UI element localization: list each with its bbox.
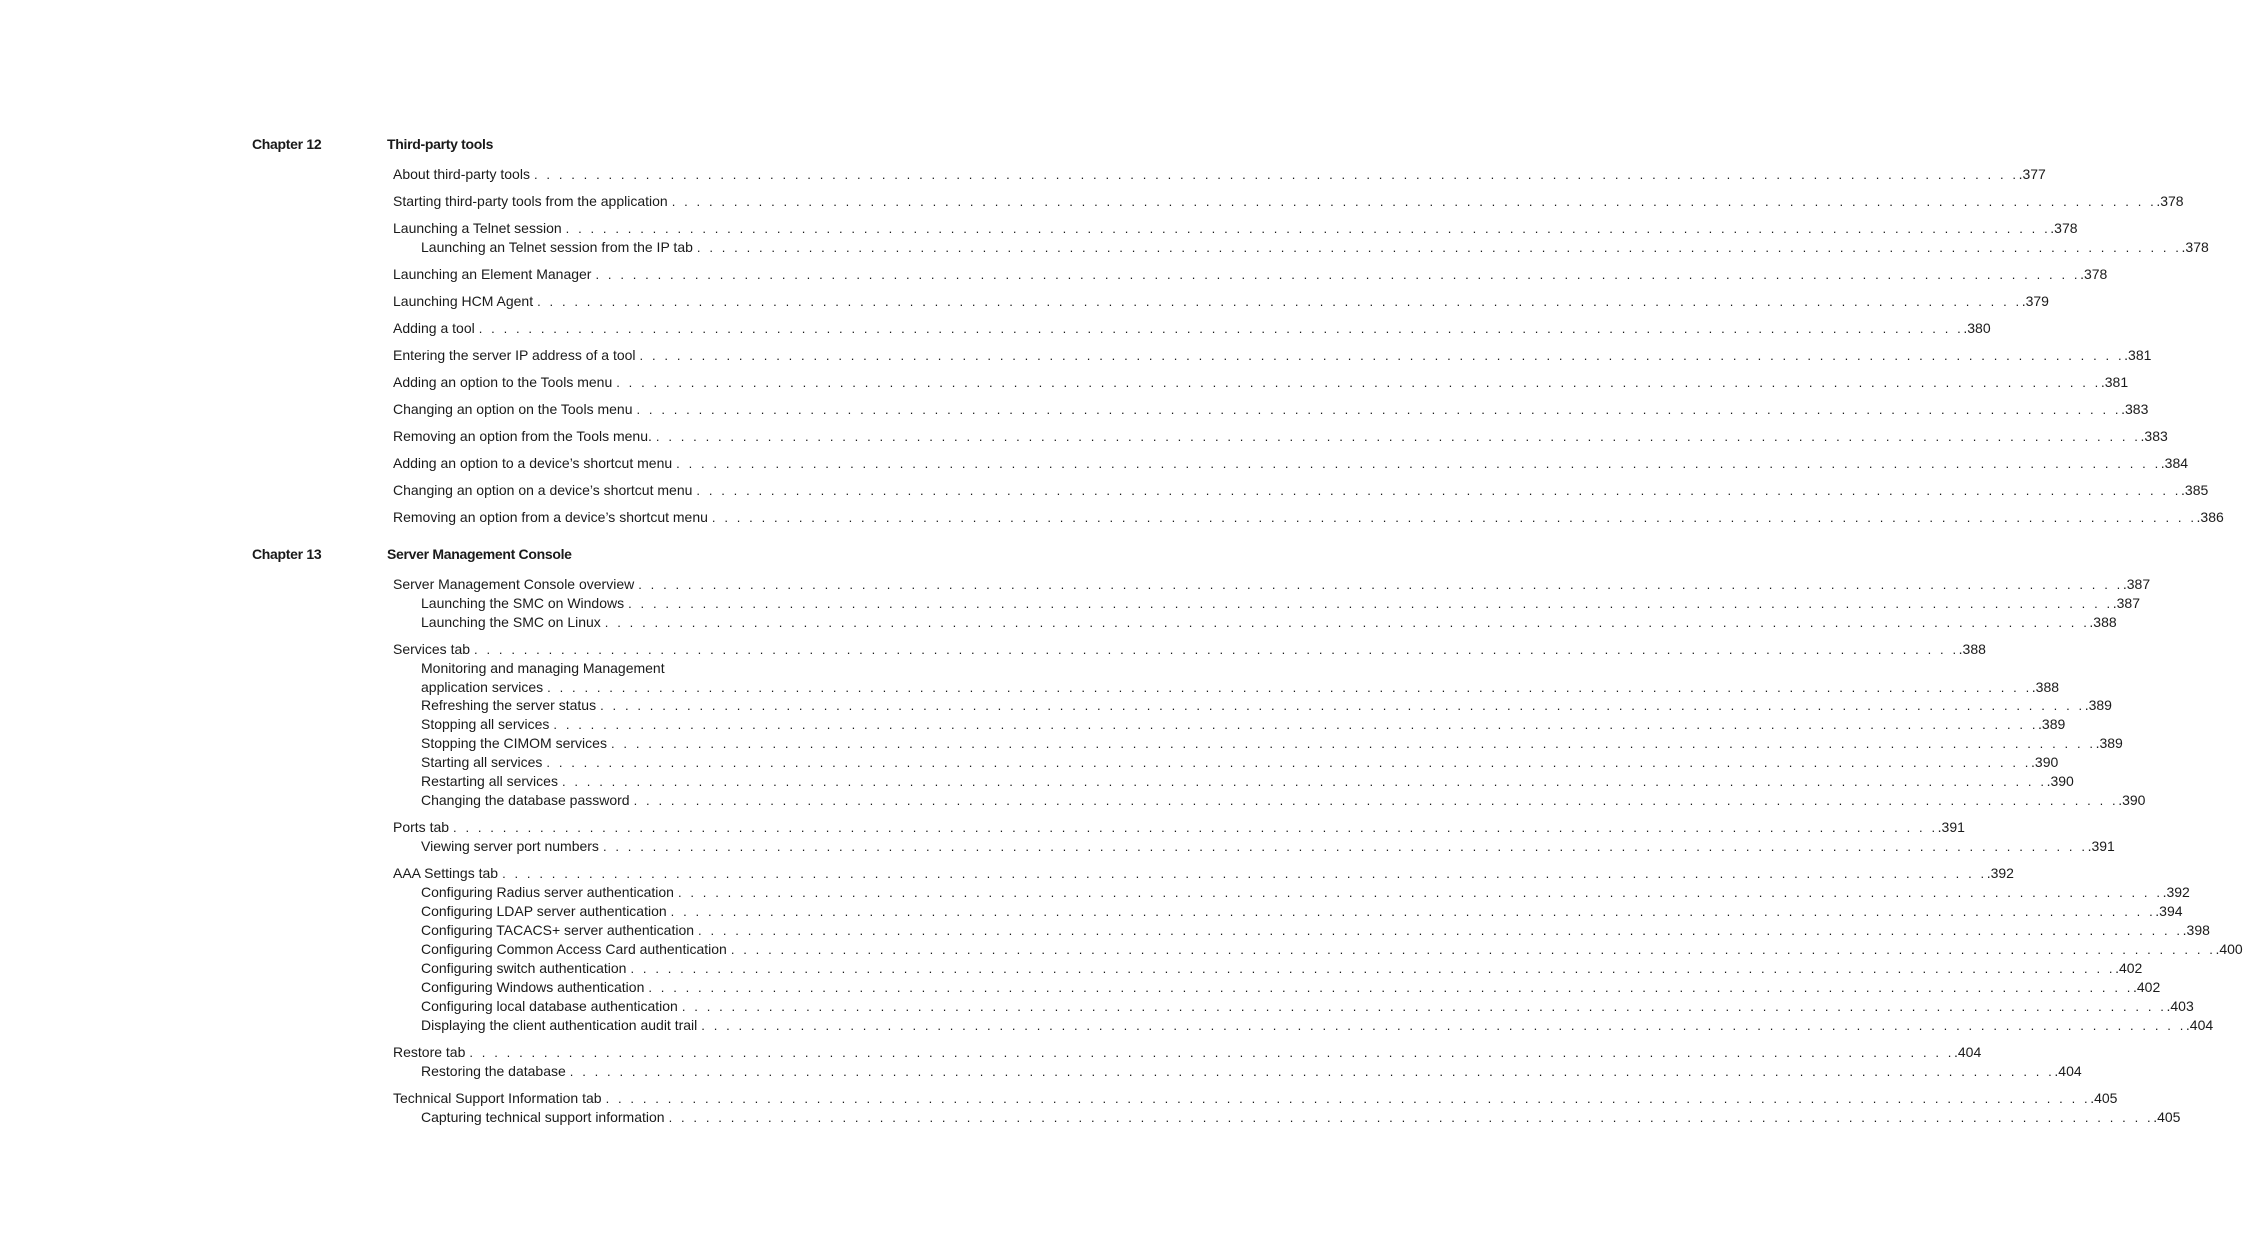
toc-entry[interactable] xyxy=(421,921,2210,940)
dot-leader: . . . . . . . . . . . . . . . . . . . . . . . . . . . . . . . . . . . . . . . . . . . . . . . . . . . . . . . . . . . . . . . . . . . . . . . . . . . . . . . . . . . . . . . . . . . . . . . . . . . . . . . . . . . . . . . . . . . . . . . . xyxy=(701,1018,2186,1033)
dot-leader: . . . . . . . . . . . . . . . . . . . . . . . . . . . . . . . . . . . . . . . . . . . . . . . . . . . . . . . . . . . . . . . . . . . . . . . . . . . . . . . . . . . . . . . . . . . . . . . . . . . . . . . . . . . . . . . . . . . . . . . . xyxy=(638,577,2123,592)
toc-page-number: .378 xyxy=(2181,239,2209,255)
toc-entry-row xyxy=(393,192,2184,211)
dot-leader: . . . . . . . . . . . . . . . . . . . . . . . . . . . . . . . . . . . . . . . . . . . . . . . . . . . . . . . . . . . . . . . . . . . . . . . . . . . . . . . . . . . . . . . . . . . . . . . . . . . . . . . . . . . . . . . . . . . . . . . . xyxy=(681,999,2167,1014)
toc-page-number: .385 xyxy=(2181,482,2209,498)
toc-entry[interactable] xyxy=(421,997,2194,1016)
dot-leader: . . . . . . . . . . . . . . . . . . . . . . . . . . . . . . . . . . . . . . . . . . . . . . . . . . . . . . . . . . . . . . . . . . . . . . . . . . . . . . . . . . . . . . . . . . . . . . . . . . . . . . . . . . . . . . . . . . . . . . . . xyxy=(605,1091,2091,1106)
toc-entry[interactable] xyxy=(393,292,2049,311)
toc-entry[interactable] xyxy=(393,219,2078,238)
toc-entry[interactable] xyxy=(393,192,2184,211)
toc-entry[interactable] xyxy=(393,427,2168,446)
toc-entry-text: AAA Settings tab xyxy=(393,864,502,883)
toc-page-number: .389 xyxy=(2084,697,2112,713)
dot-leader: . . . . . . . . . . . . . . . . . . . . . . . . . . . . . . . . . . . . . . . . . . . . . . . . . . . . . . . . . . . . . . . . . . . . . . . . . . . . . . . . . . . . . . . . . . . . . . . . . . . . . . . . . . . . . . . . . . . . . . . . xyxy=(696,240,2182,255)
dot-leader: . . . . . . . . . . . . . . . . . . . . . . . . . . . . . . . . . . . . . . . . . . . . . . . . . . . . . . . . . . . . . . . . . . . . . . . . . . . . . . . . . . . . . . . . . . . . . . . . . . . . . . . . . . . . . . . . . . . . . . . . xyxy=(546,755,2032,770)
toc-page-number: .383 xyxy=(2121,401,2149,417)
toc-entry-text: Ports tab xyxy=(393,818,453,837)
toc-page-number: .381 xyxy=(2124,347,2152,363)
toc-entry-text: Configuring LDAP server authentication xyxy=(421,902,671,921)
dot-leader: . . . . . . . . . . . . . . . . . . . . . . . . . . . . . . . . . . . . . . . . . . . . . . . . . . . . . . . . . . . . . . . . . . . . . . . . . . . . . . . . . . . . . . . . . . . . . . . . . . . . . . . . . . . . . . . . . . . . . . . . xyxy=(711,510,2197,525)
toc-entry-text: Starting third-party tools from the application xyxy=(393,192,672,211)
toc-page-number: .377 xyxy=(2018,166,2046,182)
dot-leader: . . . . . . . . . . . . . . . . . . . . . . . . . . . . . . . . . . . . . . . . . . . . . . . . . . . . . . . . . . . . . . . . . . . . . . . . . . . . . . . . . . . . . . . . . . . . . . . . . . . . . . . . . . . . . . . . . . . . . . . . xyxy=(537,294,2022,309)
toc-entry[interactable] xyxy=(393,346,2152,365)
toc-entry[interactable] xyxy=(421,959,2143,978)
toc-entry[interactable] xyxy=(421,940,2243,959)
toc-entry-text: Launching an Telnet session from the IP tab xyxy=(421,238,697,257)
toc-entry-row xyxy=(421,696,2112,715)
toc-entry[interactable] xyxy=(393,373,2129,392)
toc-page-number: .387 xyxy=(2112,595,2140,611)
dot-leader: . . . . . . . . . . . . . . . . . . . . . . . . . . . . . . . . . . . . . . . . . . . . . . . . . . . . . . . . . . . . . . . . . . . . . . . . . . . . . . . . . . . . . . . . . . . . . . . . . . . . . . . . . . . . . . . . . . . . . . . . xyxy=(453,820,1938,835)
dot-leader: . . . . . . . . . . . . . . . . . . . . . . . . . . . . . . . . . . . . . . . . . . . . . . . . . . . . . . . . . . . . . . . . . . . . . . . . . . . . . . . . . . . . . . . . . . . . . . . . . . . . . . . . . . . . . . . . . . . . . . . . xyxy=(628,596,2113,611)
dot-leader: . . . . . . . . . . . . . . . . . . . . . . . . . . . . . . . . . . . . . . . . . . . . . . . . . . . . . . . . . . . . . . . . . . . . . . . . . . . . . . . . . . . . . . . . . . . . . . . . . . . . . . . . . . . . . . . . . . . . . . . . xyxy=(730,942,2216,957)
dot-leader: . . . . . . . . . . . . . . . . . . . . . . . . . . . . . . . . . . . . . . . . . . . . . . . . . . . . . . . . . . . . . . . . . . . . . . . . . . . . . . . . . . . . . . . . . . . . . . . . . . . . . . . . . . . . . . . . . . . . . . . . xyxy=(671,194,2157,209)
toc-entry-text: Starting all services xyxy=(421,753,546,772)
toc-entry[interactable] xyxy=(393,864,2014,883)
toc-page-number: .391 xyxy=(2087,838,2115,854)
toc-page-number: .378 xyxy=(2156,193,2184,209)
dot-leader: . . . . . . . . . . . . . . . . . . . . . . . . . . . . . . . . . . . . . . . . . . . . . . . . . . . . . . . . . . . . . . . . . . . . . . . . . . . . . . . . . . . . . . . . . . . . . . . . . . . . . . . . . . . . . . . . . . . . . . . . xyxy=(561,774,2047,789)
toc-entry-text: Changing the database password xyxy=(421,791,634,810)
toc-entry[interactable] xyxy=(393,1089,2118,1108)
dot-leader: . . . . . . . . . . . . . . . . . . . . . . . . . . . . . . . . . . . . . . . . . . . . . . . . . . . . . . . . . . . . . . . . . . . . . . . . . . . . . . . . . . . . . . . . . . . . . . . . . . . . . . . . . . . . . . . . . . . . . . . . xyxy=(604,615,2090,630)
toc-page-number: .389 xyxy=(2038,716,2066,732)
toc-entry-text: Configuring TACACS+ server authentication xyxy=(421,921,698,940)
toc-entry-row xyxy=(421,594,2140,613)
toc-entry-row xyxy=(421,678,2060,697)
dot-leader: . . . . . . . . . . . . . . . . . . . . . . . . . . . . . . . . . . . . . . . . . . . . . . . . . . . . . . . . . . . . . . . . . . . . . . . . . . . . . . . . . . . . . . . . . . . . . . . . . . . . . . . . . . . . . . . . . . . . . . . . xyxy=(595,267,2081,282)
dot-leader: . . . . . . . . . . . . . . . . . . . . . . . . . . . . . . . . . . . . . . . . . . . . . . . . . . . . . . . . . . . . . . . . . . . . . . . . . . . . . . . . . . . . . . . . . . . . . . . . . . . . . . . . . . . . . . . . . . . . . . . . xyxy=(639,348,2125,363)
toc-page-number: .383 xyxy=(2140,428,2168,444)
toc-entry[interactable] xyxy=(393,481,2209,500)
toc-entry[interactable] xyxy=(421,791,2146,810)
toc-entry-text: About third-party tools xyxy=(393,165,534,184)
dot-leader: . . . . . . . . . . . . . . . . . . . . . . . . . . . . . . . . . . . . . . . . . . . . . . . . . . . . . . . . . . . . . . . . . . . . . . . . . . . . . . . . . . . . . . . . . . . . . . . . . . . . . . . . . . . . . . . . . . . . . . . . xyxy=(670,904,2156,919)
chapter-12-entries xyxy=(393,165,2224,527)
dot-leader: . . . . . . . . . . . . . . . . . . . . . . . . . . . . . . . . . . . . . . . . . . . . . . . . . . . . . . . . . . . . . . . . . . . . . . . . . . . . . . . . . . . . . . . . . . . . . . . . . . . . . . . . . . . . . . . . . . . . . . . . xyxy=(469,1045,1954,1060)
toc-entry-row xyxy=(421,613,2117,632)
toc-entry-text: Adding an option to a device’s shortcut menu xyxy=(393,454,676,473)
dot-leader: . . . . . . . . . . . . . . . . . . . . . . . . . . . . . . . . . . . . . . . . . . . . . . . . . . . . . . . . . . . . . . . . . . . . . . . . . . . . . . . . . . . . . . . . . . . . . . . . . . . . . . . . . . . . . . . . . . . . . . . . xyxy=(696,483,2182,498)
toc-entry-text: application services xyxy=(421,678,547,697)
toc-page-number: .402 xyxy=(2132,979,2161,995)
toc-entry-row xyxy=(393,373,2129,392)
toc-entry[interactable] xyxy=(393,454,2189,473)
toc-entry-text: Launching an Element Manager xyxy=(393,265,595,284)
toc-entry-row xyxy=(421,715,2066,734)
toc-entry-row xyxy=(421,238,2209,257)
dot-leader: . . . . . . . . . . . . . . . . . . . . . . . . . . . . . . . . . . . . . . . . . . . . . . . . . . . . . . . . . . . . . . . . . . . . . . . . . . . . . . . . . . . . . . . . . . . . . . . . . . . . . . . . . . . . . . . . . . . . . . . . xyxy=(648,980,2133,995)
toc-entry-text: Configuring local database authentication xyxy=(421,997,682,1016)
toc-entry-row xyxy=(421,902,2183,921)
dot-leader: . . . . . . . . . . . . . . . . . . . . . . . . . . . . . . . . . . . . . . . . . . . . . . . . . . . . . . . . . . . . . . . . . . . . . . . . . . . . . . . . . . . . . . . . . . . . . . . . . . . . . . . . . . . . . . . . . . . . . . . . xyxy=(668,1110,2154,1125)
toc-entry[interactable] xyxy=(421,1108,2181,1127)
toc-entry[interactable] xyxy=(421,837,2115,856)
toc-page-number: .398 xyxy=(2182,922,2210,938)
toc-entry-text: Changing an option on a device’s shortcut menu xyxy=(393,481,696,500)
toc-entry-row xyxy=(421,997,2194,1016)
toc-page-number: .392 xyxy=(2162,884,2190,900)
toc-entry-row xyxy=(393,1043,1982,1062)
toc-entry-text: Restarting all services xyxy=(421,772,562,791)
toc-entry-text: Adding a tool xyxy=(393,319,479,338)
dot-leader: . . . . . . . . . . . . . . . . . . . . . . . . . . . . . . . . . . . . . . . . . . . . . . . . . . . . . . . . . . . . . . . . . . . . . . . . . . . . . . . . . . . . . . . . . . . . . . . . . . . . . . . . . . . . . . . . . . . . . . . . xyxy=(616,375,2101,390)
dot-leader: . . . . . . . . . . . . . . . . . . . . . . . . . . . . . . . . . . . . . . . . . . . . . . . . . . . . . . . . . . . . . . . . . . . . . . . . . . . . . . . . . . . . . . . . . . . . . . . . . . . . . . . . . . . . . . . . . . . . . . . . xyxy=(553,717,2039,732)
toc-entry-text: Launching HCM Agent xyxy=(393,292,537,311)
toc-entry-row xyxy=(393,219,2078,238)
toc-entry-text: Configuring switch authentication xyxy=(421,959,630,978)
toc-page-number: .381 xyxy=(2100,374,2129,390)
toc-entry-row xyxy=(393,265,2108,284)
toc-entry-row xyxy=(421,959,2143,978)
toc-page-number: .402 xyxy=(2115,960,2143,976)
toc-entry[interactable] xyxy=(421,883,2190,902)
dot-leader: . . . . . . . . . . . . . . . . . . . . . . . . . . . . . . . . . . . . . . . . . . . . . . . . . . . . . . . . . . . . . . . . . . . . . . . . . . . . . . . . . . . . . . . . . . . . . . . . . . . . . . . . . . . . . . . . . . . . . . . . xyxy=(676,456,2161,471)
toc-entry-text: Stopping the CIMOM services xyxy=(421,734,611,753)
dot-leader: . . . . . . . . . . . . . . . . . . . . . . . . . . . . . . . . . . . . . . . . . . . . . . . . . . . . . . . . . . . . . . . . . . . . . . . . . . . . . . . . . . . . . . . . . . . . . . . . . . . . . . . . . . . . . . . . . . . . . . . . xyxy=(630,961,2116,976)
toc-entry-text: Configuring Windows authentication xyxy=(421,978,648,997)
toc-page-number: .388 xyxy=(2089,614,2117,630)
toc-entry-text: Launching the SMC on Windows xyxy=(421,594,628,613)
toc-entry[interactable] xyxy=(421,734,2123,753)
toc-entry-text: Entering the server IP address of a tool xyxy=(393,346,640,365)
toc-entry-row xyxy=(421,791,2146,810)
toc-page-number: .390 xyxy=(2046,773,2074,789)
toc-entry-text: Displaying the client authentication audit trail xyxy=(421,1016,701,1035)
toc-entry[interactable] xyxy=(421,594,2140,613)
toc-entry-row xyxy=(393,319,1991,338)
toc-entry-row xyxy=(421,940,2243,959)
toc-entry-row xyxy=(393,575,2151,594)
toc-entry[interactable] xyxy=(393,265,2108,284)
toc-entry[interactable] xyxy=(421,772,2074,791)
dot-leader: . . . . . . . . . . . . . . . . . . . . . . . . . . . . . . . . . . . . . . . . . . . . . . . . . . . . . . . . . . . . . . . . . . . . . . . . . . . . . . . . . . . . . . . . . . . . . . . . . . . . . . . . . . . . . . . . . . . . . . . . xyxy=(565,221,2051,236)
toc-entry-row xyxy=(393,454,2189,473)
toc-entry[interactable] xyxy=(421,978,2161,997)
dot-leader: . . . . . . . . . . . . . . . . . . . . . . . . . . . . . . . . . . . . . . . . . . . . . . . . . . . . . . . . . . . . . . . . . . . . . . . . . . . . . . . . . . . . . . . . . . . . . . . . . . . . . . . . . . . . . . . . . . . . . . . . xyxy=(533,167,2019,182)
dot-leader: . . . . . . . . . . . . . . . . . . . . . . . . . . . . . . . . . . . . . . . . . . . . . . . . . . . . . . . . . . . . . . . . . . . . . . . . . . . . . . . . . . . . . . . . . . . . . . . . . . . . . . . . . . . . . . . . . . . . . . . . xyxy=(600,698,2085,713)
toc-entry-row xyxy=(421,1016,2214,1035)
dot-leader: . . . . . . . . . . . . . . . . . . . . . . . . . . . . . . . . . . . . . . . . . . . . . . . . . . . . . . . . . . . . . . . . . . . . . . . . . . . . . . . . . . . . . . . . . . . . . . . . . . . . . . . . . . . . . . . . . . . . . . . . xyxy=(547,680,2032,695)
toc-entry-row xyxy=(421,1108,2181,1127)
toc-page-number: .403 xyxy=(2166,998,2194,1014)
toc-entry[interactable] xyxy=(421,613,2117,632)
toc-entry-text: Launching a Telnet session xyxy=(393,219,566,238)
toc-page-number: .390 xyxy=(2118,792,2146,808)
toc-entry-text: Configuring Common Access Card authentication xyxy=(421,940,731,959)
toc-entry[interactable] xyxy=(393,818,1965,837)
toc-page-number: .400 xyxy=(2215,941,2243,957)
toc-entry-row xyxy=(393,400,2149,419)
toc-entry-text: Services tab xyxy=(393,640,474,659)
toc-entry[interactable] xyxy=(421,696,2112,715)
toc-entry-row xyxy=(393,818,1965,837)
toc-entry-row xyxy=(393,508,2224,527)
toc-entry-text: Configuring Radius server authentication xyxy=(421,883,678,902)
chapter-label: Chapter 13 xyxy=(252,546,322,562)
toc-entry-text: Removing an option from a device’s shortcut menu xyxy=(393,508,712,527)
toc-page-number: .392 xyxy=(1986,865,2014,881)
toc-entry[interactable] xyxy=(421,1016,2214,1035)
toc-entry-text: Adding an option to the Tools menu xyxy=(393,373,616,392)
toc-entry[interactable] xyxy=(421,753,2059,772)
toc-entry-text: Removing an option from the Tools menu. xyxy=(393,427,656,446)
toc-page-number: .388 xyxy=(2031,679,2060,695)
dot-leader: . . . . . . . . . . . . . . . . . . . . . . . . . . . . . . . . . . . . . . . . . . . . . . . . . . . . . . . . . . . . . . . . . . . . . . . . . . . . . . . . . . . . . . . . . . . . . . . . . . . . . . . . . . . . . . . . . . . . . . . . xyxy=(478,321,1964,336)
toc-entry-text: Restoring the database xyxy=(421,1062,570,1081)
dot-leader: . . . . . . . . . . . . . . . . . . . . . . . . . . . . . . . . . . . . . . . . . . . . . . . . . . . . . . . . . . . . . . . . . . . . . . . . . . . . . . . . . . . . . . . . . . . . . . . . . . . . . . . . . . . . . . . . . . . . . . . . xyxy=(610,736,2096,751)
toc-page-number: .404 xyxy=(1954,1044,1982,1060)
toc-entry-row xyxy=(421,883,2190,902)
toc-entry[interactable] xyxy=(421,659,2060,696)
dot-leader: . . . . . . . . . . . . . . . . . . . . . . . . . . . . . . . . . . . . . . . . . . . . . . . . . . . . . . . . . . . . . . . . . . . . . . . . . . . . . . . . . . . . . . . . . . . . . . . . . . . . . . . . . . . . . . . . . . . . . . . . xyxy=(636,402,2122,417)
toc-entry[interactable] xyxy=(393,1043,1982,1062)
toc-page-number: .390 xyxy=(2031,754,2059,770)
toc-entry[interactable] xyxy=(393,319,1991,338)
toc-page-number: .389 xyxy=(2095,735,2123,751)
toc-entry-row xyxy=(421,978,2161,997)
toc-entry[interactable] xyxy=(393,640,1986,659)
toc-entry[interactable] xyxy=(421,1062,2082,1081)
dot-leader: . . . . . . . . . . . . . . . . . . . . . . . . . . . . . . . . . . . . . . . . . . . . . . . . . . . . . . . . . . . . . . . . . . . . . . . . . . . . . . . . . . . . . . . . . . . . . . . . . . . . . . . . . . . . . . . . . . . . . . . . xyxy=(655,429,2141,444)
toc-entry[interactable] xyxy=(421,902,2183,921)
toc-entry[interactable] xyxy=(393,400,2149,419)
toc-entry[interactable] xyxy=(421,715,2066,734)
toc-entry-row xyxy=(393,481,2209,500)
toc-entry-text: Server Management Console overview xyxy=(393,575,638,594)
toc-page-number: .384 xyxy=(2160,455,2189,471)
dot-leader: . . . . . . . . . . . . . . . . . . . . . . . . . . . . . . . . . . . . . . . . . . . . . . . . . . . . . . . . . . . . . . . . . . . . . . . . . . . . . . . . . . . . . . . . . . . . . . . . . . . . . . . . . . . . . . . . . . . . . . . . xyxy=(502,866,1987,881)
toc-page-number: .405 xyxy=(2090,1090,2118,1106)
toc-entry-row xyxy=(393,427,2168,446)
chapter-title: Server Management Console xyxy=(387,546,572,562)
toc-page-number: .394 xyxy=(2155,903,2183,919)
toc-entry-text: Viewing server port numbers xyxy=(421,837,603,856)
toc-entry-text: Monitoring and managing Management xyxy=(421,660,665,676)
toc-page-number: .404 xyxy=(2054,1063,2082,1079)
toc-entry-text: Technical Support Information tab xyxy=(393,1089,606,1108)
chapter-label: Chapter 12 xyxy=(252,136,322,152)
toc-page-number: .380 xyxy=(1963,320,1991,336)
toc-entry-row xyxy=(421,921,2210,940)
toc-entry-row xyxy=(393,346,2152,365)
dot-leader: . . . . . . . . . . . . . . . . . . . . . . . . . . . . . . . . . . . . . . . . . . . . . . . . . . . . . . . . . . . . . . . . . . . . . . . . . . . . . . . . . . . . . . . . . . . . . . . . . . . . . . . . . . . . . . . . . . . . . . . . xyxy=(677,885,2163,900)
toc-page-number: .378 xyxy=(2050,220,2078,236)
toc-page-number: .404 xyxy=(2185,1017,2214,1033)
toc-entry-row xyxy=(393,165,2046,184)
dot-leader: . . . . . . . . . . . . . . . . . . . . . . . . . . . . . . . . . . . . . . . . . . . . . . . . . . . . . . . . . . . . . . . . . . . . . . . . . . . . . . . . . . . . . . . . . . . . . . . . . . . . . . . . . . . . . . . . . . . . . . . . xyxy=(633,793,2119,808)
toc-entry-row xyxy=(421,1062,2082,1081)
toc-entry-row xyxy=(421,753,2059,772)
toc-entry-row xyxy=(393,864,2014,883)
toc-entry-row xyxy=(421,772,2074,791)
dot-leader: . . . . . . . . . . . . . . . . . . . . . . . . . . . . . . . . . . . . . . . . . . . . . . . . . . . . . . . . . . . . . . . . . . . . . . . . . . . . . . . . . . . . . . . . . . . . . . . . . . . . . . . . . . . . . . . . . . . . . . . . xyxy=(602,839,2088,854)
toc-entry-text: Capturing technical support information xyxy=(421,1108,669,1127)
toc-entry-text: Changing an option on the Tools menu xyxy=(393,400,636,419)
toc-entry-row xyxy=(421,734,2123,753)
dot-leader: . . . . . . . . . . . . . . . . . . . . . . . . . . . . . . . . . . . . . . . . . . . . . . . . . . . . . . . . . . . . . . . . . . . . . . . . . . . . . . . . . . . . . . . . . . . . . . . . . . . . . . . . . . . . . . . . . . . . . . . . xyxy=(474,642,1959,657)
toc-page-number: .378 xyxy=(2080,266,2108,282)
toc-entry[interactable] xyxy=(393,508,2224,527)
toc-entry[interactable] xyxy=(393,575,2151,594)
toc-entry-text: Restore tab xyxy=(393,1043,469,1062)
dot-leader: . . . . . . . . . . . . . . . . . . . . . . . . . . . . . . . . . . . . . . . . . . . . . . . . . . . . . . . . . . . . . . . . . . . . . . . . . . . . . . . . . . . . . . . . . . . . . . . . . . . . . . . . . . . . . . . . . . . . . . . . xyxy=(698,923,2183,938)
chapter-title: Third-party tools xyxy=(387,136,494,152)
toc-entry-row xyxy=(393,640,1986,659)
dot-leader: . . . . . . . . . . . . . . . . . . . . . . . . . . . . . . . . . . . . . . . . . . . . . . . . . . . . . . . . . . . . . . . . . . . . . . . . . . . . . . . . . . . . . . . . . . . . . . . . . . . . . . . . . . . . . . . . . . . . . . . . xyxy=(569,1064,2055,1079)
toc-entry-row xyxy=(393,292,2049,311)
toc-entry-text: Launching the SMC on Linux xyxy=(421,613,605,632)
toc-page-number: .379 xyxy=(2021,293,2049,309)
toc-entry-row xyxy=(421,837,2115,856)
toc-entry-text: Stopping all services xyxy=(421,715,553,734)
toc-page-number: .388 xyxy=(1958,641,1986,657)
toc-entry-text: Refreshing the server status xyxy=(421,696,600,715)
toc-page-number: .391 xyxy=(1937,819,1965,835)
toc-page-number: .386 xyxy=(2196,509,2224,525)
toc-entry-row xyxy=(393,1089,2118,1108)
toc-page-number: .387 xyxy=(2122,576,2151,592)
toc-entry[interactable] xyxy=(421,238,2209,257)
toc-entry[interactable] xyxy=(393,165,2046,184)
chapter-13-entries xyxy=(393,575,2243,1127)
toc-page-number: .405 xyxy=(2153,1109,2181,1125)
